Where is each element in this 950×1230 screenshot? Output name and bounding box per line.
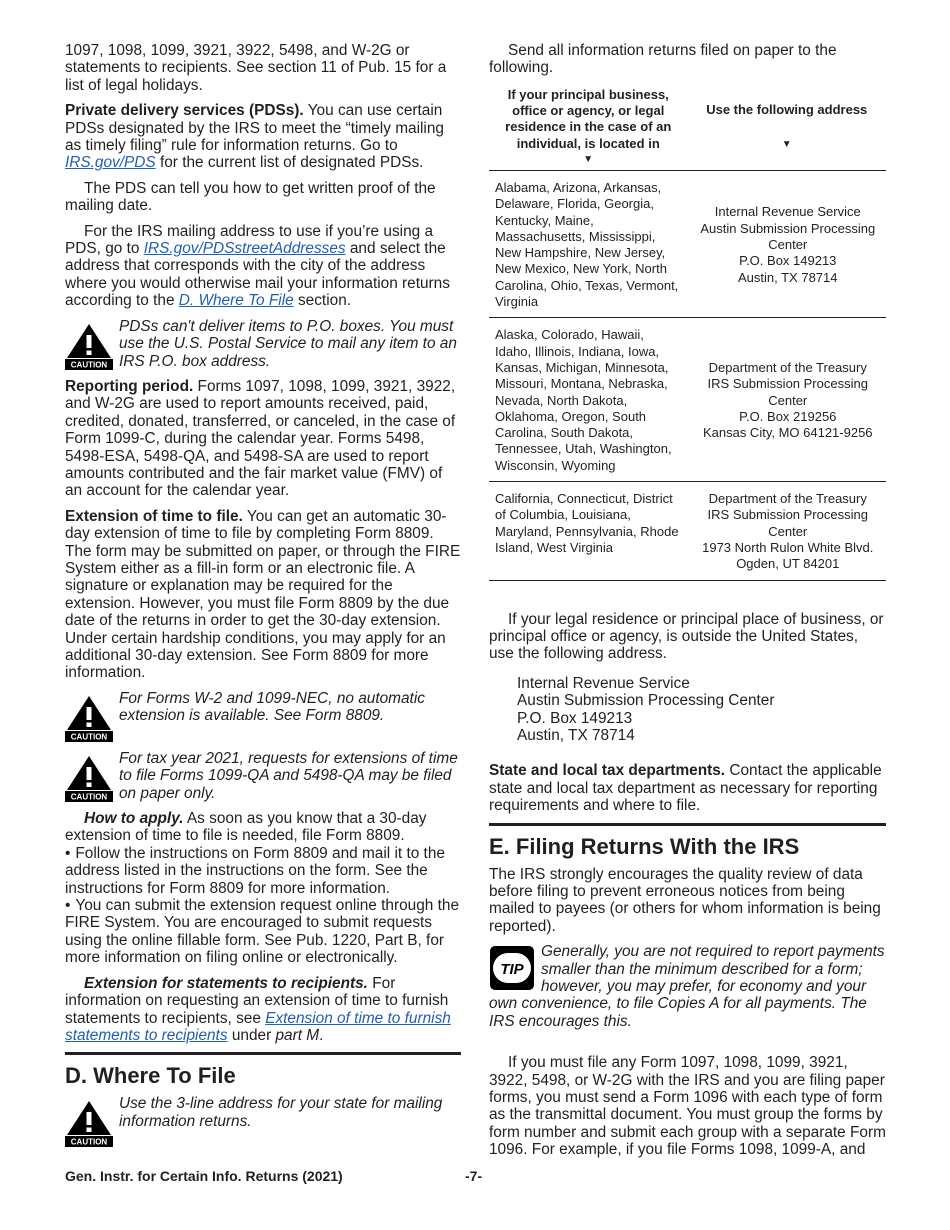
extension-statements-link[interactable]: Extension of time to furnish statements to recipients [65,1009,451,1044]
pds-text-end: for the current list of designated PDSs. [159,154,424,172]
where-to-file-link[interactable]: D. Where To File [178,292,294,310]
ext-statements-heading: Extension for statements to recipients. [84,974,368,992]
address-line: 1973 North Rulon White Blvd. [702,539,874,555]
address-line: Department of the Treasury [708,359,867,375]
page-number: -7- [465,1168,483,1184]
address-line: Austin Submission Processing Center [517,692,775,710]
reporting-period-paragraph [65,378,461,500]
right-column [489,42,886,1167]
extension-heading: Extension of time to file. [65,507,243,525]
how-to-apply-paragraph [65,810,461,845]
list-item: • Follow the instructions on Form 8809 and mail it to the address listed in the instructions on the form. See the instructions for Form 8809 for more information. [65,844,445,897]
caution-icon [65,1099,113,1147]
tip-box [489,943,886,1030]
state-local-paragraph [489,762,886,814]
pds-street-addresses-link[interactable]: IRS.gov/PDSstreetAddresses [143,240,346,258]
irs-pds-link[interactable]: IRS.gov/PDS [65,154,156,172]
header-text: Use the following address [706,102,868,118]
ext-statements-text-middle: under [231,1026,272,1044]
section-d-title: D. Where To File [65,1052,461,1089]
pds-proof-paragraph: The PDS can tell you how to get written proof of the mailing date. [65,179,436,215]
tip-icon [489,945,535,991]
ext-statements-paragraph [65,975,461,1045]
tip-text: Generally, you are not required to report payments smaller than the minimum described for a form; however, you may prefer, for economy and your own convenience, to file Copies A for all payments. The IRS encourages this. [489,943,885,1030]
address-line: Internal Revenue Service [517,674,690,692]
state-local-text: Contact the applicable state and local tax department as necessary for reporting requirements and where to file. [489,762,882,815]
address-line: Internal Revenue Service [714,204,861,220]
caution-icon [65,322,113,370]
pds-address-text: For the IRS mailing address to use if you’re using a PDS, go to [65,222,434,258]
caution-icon [65,754,113,802]
pds-text: You can use certain PDSs designated by the IRS to meet the “timely mailing as timely filing” rule for information returns. Go to [65,102,444,155]
section-e-intro: The IRS strongly encourages the quality review of data before filing to prevent erroneous notices from being mailed to payees (or others for whom information is being reported). [489,865,881,935]
caution-label: CAUTION [70,732,108,742]
caution-text: For Forms W-2 and 1099-NEC, no automatic extension is available. See Form 8809. [119,689,425,725]
caution-box [65,750,461,802]
caution-icon [65,694,113,742]
address-line: Austin, TX 78714 [517,726,635,744]
header-text: If your principal business, office or agency, or legal residence in the case of an individual, is located in [505,86,672,151]
ext-statements-text-end: . [319,1026,324,1044]
ext-statements-text: For information on requesting an extension of time to furnish statements to recipients, see [65,974,449,1027]
caution-text: Use the 3-line address for your state for mailing information returns. [119,1095,443,1130]
caution-label: CAUTION [70,792,108,802]
caution-label: CAUTION [70,1137,108,1147]
states-cell: Alaska, Colorado, Hawaii, Idaho, Illinois, Indiana, Iowa, Kansas, Michigan, Minnesota, Missouri, Montana, Nebraska, Nevada, North Dakota, Oklahoma, Oregon, South Carolina, South Dakota, Tennessee, Utah, Washington, Wisconsin, Wyoming [489,318,688,482]
address-line: Department of the Treasury [708,491,867,507]
tip-label: TIP [500,961,524,979]
how-to-apply-heading: How to apply. [84,810,184,828]
bullet-text: Follow the instructions on Form 8809 and mail it to the address listed in the instructions on the form. See the instructions for Form 8809 for more information. [65,844,445,897]
states-cell: California, Connecticut, District of Columbia, Louisiana, Maryland, Pennsylvania, Rhode Island, West Virginia [489,482,688,580]
table-header-address [688,87,887,171]
address-line: P.O. Box 149213 [517,709,633,727]
caution-label: CAUTION [70,360,108,370]
footer-title: Gen. Instr. for Certain Info. Returns (2021) [65,1168,343,1184]
page-footer [65,1168,885,1184]
address-cell [688,482,887,580]
pds-paragraph [65,102,461,172]
table-row [489,482,886,580]
table-row [489,318,886,482]
part-m-ref: part M [275,1026,320,1044]
address-line: IRS Submission Processing Center [707,376,868,408]
bullet-text: You can submit the extension request online through the FIRE System. You are encouraged to submit requests using the online fillable form. See Pub. 1220, Part B, for more information on filing online or electronically. [65,897,459,967]
reporting-period-heading: Reporting period. [65,377,194,395]
address-line: P.O. Box 149213 [739,253,837,269]
address-line: Austin Submission Processing Center [700,220,876,253]
left-column [65,42,461,1155]
section-e-paragraph: If you must file any Form 1097, 1098, 1099, 3921, 3922, 5498, or W-2G with the IRS and you are filing paper forms, you must send a Form 1096 with each type of form as the transmittal document. You must group the forms by form number and submit each group with a separate Form 1096. For example, if you file Forms 1098, 1099-A, and [489,1054,886,1159]
pds-address-paragraph [65,223,461,310]
pds-address-text-end: section. [297,292,352,310]
caution-text: PDSs can't deliver items to P.O. boxes. You must use the U.S. Postal Service to mail any item to an IRS P.O. box address. [119,317,457,370]
caution-box [65,318,461,370]
pds-address-text-middle: and select the address that corresponds with the city of the address where you would otherwise mail your information returns according to the [65,240,450,310]
right-intro: Send all information returns filed on paper to the following. [489,42,837,77]
address-cell [688,318,887,482]
down-arrow-icon: ▼ [781,138,792,150]
address-line: Austin, TX 78714 [738,269,838,285]
table-header-location [489,87,688,171]
reporting-period-text: Forms 1097, 1098, 1099, 3921, 3922, and W-2G are used to report amounts received, paid, credited, donated, transferred, or canceled, in the case of Form 1099-C, during the calendar year. Forms 5498, 5498-ESA, 5498-QA, and 5498-SA are used to report amounts contributed and the fair market value (FMV) of an account for the calendar year. [65,377,456,500]
table-row [489,171,886,318]
extension-text: You can get an automatic 30-day extension of time to file by completing Form 8809. The form may be submitted on paper, or through the FIRE System either as a fill-in form or an electronic file. A signature or explanation may be required for the extension. However, you must file Form 8809 by the due date of the returns in order to get the 30-day extension. Under certain hardship conditions, you may apply for an additional 30-day extension. See Form 8809 for more information. [65,507,461,682]
address-table [489,87,886,581]
intro-paragraph: 1097, 1098, 1099, 3921, 3922, 5498, and W-2G or statements to recipients. See section 11 of Pub. 15 for a list of legal holidays. [65,42,447,94]
address-line: Kansas City, MO 64121-9256 [702,425,873,441]
section-e-title: E. Filing Returns With the IRS [489,823,886,860]
caution-box [65,1095,461,1147]
extension-paragraph [65,508,461,682]
down-arrow-icon: ▼ [583,154,594,165]
outside-us-paragraph: If your legal residence or principal place of business, or principal office or agency, is outside the United States, use the following address. [489,610,884,663]
outside-us-address [517,675,886,745]
states-cell: Alabama, Arizona, Arkansas, Delaware, Florida, Georgia, Kentucky, Maine, Massachusetts, Mississippi, New Hampshire, New Jersey, New Mexico, New York, North Carolina, Ohio, Texas, Vermont, Virginia [489,171,688,318]
address-line: P.O. Box 219256 [739,408,837,424]
state-local-heading: State and local tax departments. [489,762,726,780]
how-to-apply-text: As soon as you know that a 30-day extension of time to file is needed, file Form 8809. [65,810,427,845]
address-cell [688,171,887,318]
pds-heading: Private delivery services (PDSs). [65,102,304,120]
caution-box [65,690,461,742]
list-item: • You can submit the extension request online through the FIRE System. You are encouraged to submit requests using the online fillable form. See Pub. 1220, Part B, for more information on filing online or electronically. [65,897,459,967]
address-line: IRS Submission Processing Center [707,507,868,539]
caution-text: For tax year 2021, requests for extensions of time to file Forms 1099-QA and 5498-QA may be filed on paper only. [119,749,458,802]
address-line: Ogden, UT 84201 [736,556,840,572]
